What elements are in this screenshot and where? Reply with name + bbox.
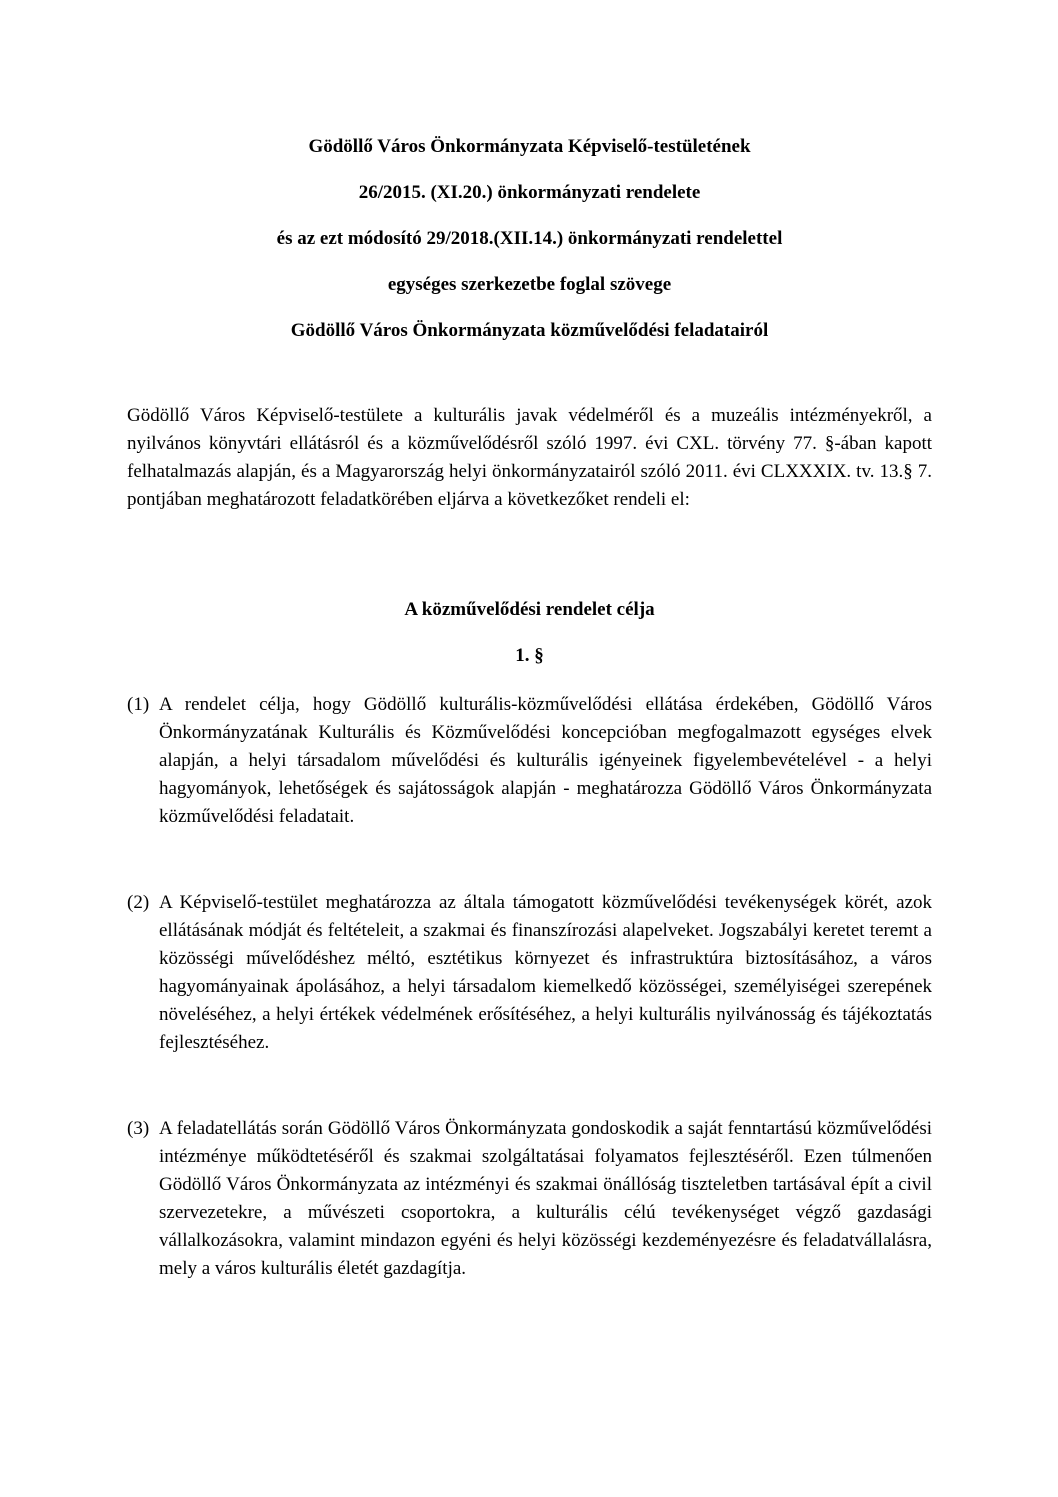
document-title-block [127,133,932,345]
numbered-paragraph-1 [127,691,932,831]
paragraph-number-2: (2) [127,892,150,913]
paragraph-number-3: (3) [127,1118,150,1139]
paragraph-text-3: A feladatellátás során Gödöllő Város Önkormányzata gondoskodik a saját fenntartású közművelődési intézménye működtetéséről és szakmai szolgáltatásai folyamatos fejlesztéséről. Ezen túlmenően Gödöllő Város Önkormányzata az intézményi és szakmai önállóság tiszteletben tartásával épít a civil szervezetekre, a művészeti csoportokra, a kulturális célú tevékenységet végző gazdasági vállalkozásokra, valamint mindazon egyéni és helyi közösségi kezdeményezésre és feladatvállalásra, mely a város kulturális életét gazdagítja. [159,1118,932,1279]
document-title-line-1: Gödöllő Város Önkormányzata Képviselő-testületének [308,136,751,157]
section-heading: A közművelődési rendelet célja [404,599,655,620]
numbered-paragraph-3 [127,1115,932,1283]
intro-paragraph: Gödöllő Város Képviselő-testülete a kulturális javak védelméről és a muzeális intézményekről, a nyilvános könyvtári ellátásról és a közművelődésről szóló 1997. évi CXL. törvény 77. §-ában kapott felhatalmazás alapján, és a Magyarország helyi önkormányzatairól szóló 2011. évi CLXXXIX. tv. 13.§ 7. pontjában meghatározott feladatkörében eljárva a következőket rendeli el: [127,405,932,510]
section-number: 1. § [515,645,544,666]
document-title-line-4: egységes szerkezetbe foglal szövege [387,274,672,295]
document-title-line-2: 26/2015. (XI.20.) önkormányzati rendelete [358,182,701,203]
numbered-paragraph-2 [127,889,932,1057]
paragraph-number-1: (1) [127,694,150,715]
document-title-line-5: Gödöllő Város Önkormányzata közművelődési feladatairól [290,320,769,341]
paragraph-text-1: A rendelet célja, hogy Gödöllő kulturális-közművelődési ellátása érdekében, Gödöllő Város Önkormányzatának Kulturális és Közművelődési koncepcióban megfogalmazott egységes elvek alapján, a helyi társadalom művelődési és kulturális igényeinek figyelembevételével - a helyi hagyományok, lehetőségek és sajátosságok alapján - meghatározza Gödöllő Város Önkormányzata közművelődési feladatait. [159,694,932,827]
document-title-line-3: és az ezt módosító 29/2018.(XII.14.) önkormányzati rendelettel [276,228,783,249]
paragraph-text-2: A Képviselő-testület meghatározza az általa támogatott közművelődési tevékenységek körét, azok ellátásának módját és feltételeit, a szakmai és finanszírozási alapelveket. Jogszabályi keretet teremt a közösségi művelődéshez méltó, esztétikus környezet és infrastruktúra biztosításához, a város hagyományainak ápolásához, a helyi társadalom kiemelkedő közösségei, személyiségei szerepének növeléséhez, a helyi értékek védelmének erősítéséhez, a helyi kulturális nyilvánosság és tájékoztatás fejlesztéséhez. [159,892,932,1053]
